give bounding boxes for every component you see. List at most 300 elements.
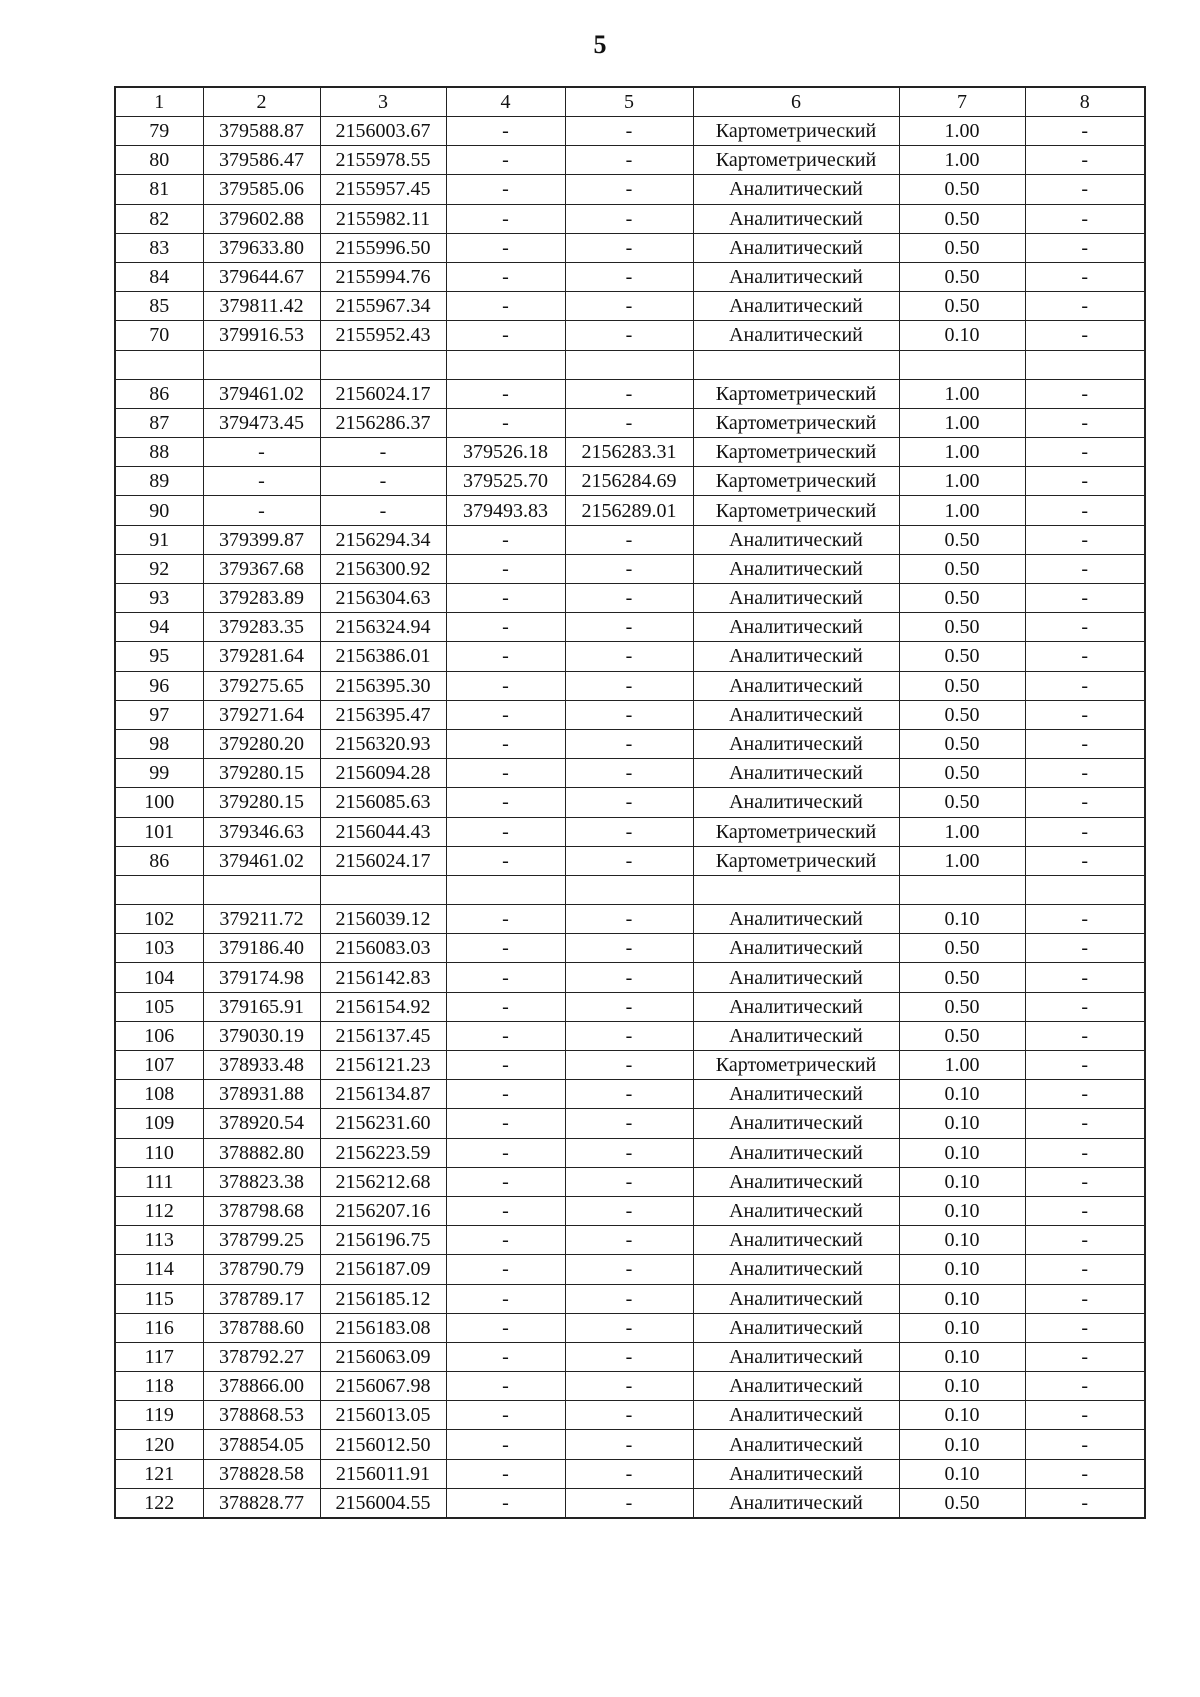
- note-cell: -: [1025, 963, 1145, 992]
- x-new-coordinate-cell: [446, 875, 565, 904]
- y-new-coordinate-cell: -: [565, 554, 693, 583]
- x-coordinate-cell: 379283.89: [203, 584, 320, 613]
- y-coordinate-cell: 2155957.45: [320, 175, 446, 204]
- x-new-coordinate-cell: -: [446, 613, 565, 642]
- point-number-cell: 82: [115, 204, 203, 233]
- y-coordinate-cell: -: [320, 467, 446, 496]
- note-cell: -: [1025, 1284, 1145, 1313]
- table-row: [115, 788, 1145, 817]
- accuracy-cell: 1.00: [899, 817, 1025, 846]
- y-coordinate-cell: 2156011.91: [320, 1459, 446, 1488]
- method-cell: Аналитический: [693, 1313, 899, 1342]
- y-coordinate-cell: 2156196.75: [320, 1226, 446, 1255]
- point-number-cell: 83: [115, 233, 203, 262]
- y-coordinate-cell: 2156304.63: [320, 584, 446, 613]
- table-row: [115, 292, 1145, 321]
- table-row: [115, 1430, 1145, 1459]
- note-cell: -: [1025, 525, 1145, 554]
- x-new-coordinate-cell: -: [446, 817, 565, 846]
- x-coordinate-cell: 378792.27: [203, 1342, 320, 1371]
- note-cell: -: [1025, 262, 1145, 291]
- note-cell: [1025, 875, 1145, 904]
- point-number-cell: 70: [115, 321, 203, 350]
- table-row: [115, 584, 1145, 613]
- accuracy-cell: 0.50: [899, 584, 1025, 613]
- table-row: [115, 1342, 1145, 1371]
- point-number-cell: 95: [115, 642, 203, 671]
- point-number-cell: 97: [115, 700, 203, 729]
- y-new-coordinate-cell: -: [565, 1284, 693, 1313]
- point-number-cell: 90: [115, 496, 203, 525]
- x-coordinate-cell: 378828.58: [203, 1459, 320, 1488]
- y-coordinate-cell: 2156004.55: [320, 1488, 446, 1518]
- x-coordinate-cell: 379275.65: [203, 671, 320, 700]
- method-cell: [693, 875, 899, 904]
- x-coordinate-cell: 379588.87: [203, 117, 320, 146]
- y-coordinate-cell: 2156044.43: [320, 817, 446, 846]
- x-new-coordinate-cell: 379525.70: [446, 467, 565, 496]
- column-header: 3: [320, 87, 446, 117]
- y-new-coordinate-cell: -: [565, 1372, 693, 1401]
- accuracy-cell: [899, 350, 1025, 379]
- table-row: [115, 408, 1145, 437]
- x-new-coordinate-cell: -: [446, 671, 565, 700]
- table-row: [115, 1109, 1145, 1138]
- x-coordinate-cell: 378799.25: [203, 1226, 320, 1255]
- table-row: [115, 613, 1145, 642]
- y-new-coordinate-cell: -: [565, 1167, 693, 1196]
- y-coordinate-cell: 2155952.43: [320, 321, 446, 350]
- accuracy-cell: 0.50: [899, 175, 1025, 204]
- point-number-cell: 93: [115, 584, 203, 613]
- y-new-coordinate-cell: -: [565, 759, 693, 788]
- y-new-coordinate-cell: -: [565, 262, 693, 291]
- note-cell: -: [1025, 204, 1145, 233]
- x-new-coordinate-cell: -: [446, 1051, 565, 1080]
- y-new-coordinate-cell: -: [565, 146, 693, 175]
- x-new-coordinate-cell: -: [446, 554, 565, 583]
- note-cell: -: [1025, 992, 1145, 1021]
- method-cell: Аналитический: [693, 525, 899, 554]
- point-number-cell: 84: [115, 262, 203, 291]
- y-new-coordinate-cell: -: [565, 379, 693, 408]
- y-coordinate-cell: [320, 350, 446, 379]
- note-cell: -: [1025, 1255, 1145, 1284]
- method-cell: Аналитический: [693, 1284, 899, 1313]
- accuracy-cell: 0.10: [899, 905, 1025, 934]
- method-cell: Аналитический: [693, 1021, 899, 1050]
- point-number-cell: 105: [115, 992, 203, 1021]
- point-number-cell: 117: [115, 1342, 203, 1371]
- x-coordinate-cell: 378789.17: [203, 1284, 320, 1313]
- y-new-coordinate-cell: -: [565, 204, 693, 233]
- table-row: [115, 1372, 1145, 1401]
- accuracy-cell: 0.10: [899, 1459, 1025, 1488]
- y-new-coordinate-cell: -: [565, 408, 693, 437]
- y-coordinate-cell: 2156085.63: [320, 788, 446, 817]
- y-new-coordinate-cell: -: [565, 788, 693, 817]
- x-new-coordinate-cell: -: [446, 1138, 565, 1167]
- accuracy-cell: 0.50: [899, 554, 1025, 583]
- x-new-coordinate-cell: -: [446, 204, 565, 233]
- table-row: [115, 963, 1145, 992]
- method-cell: Картометрический: [693, 846, 899, 875]
- table-row: [115, 992, 1145, 1021]
- note-cell: -: [1025, 846, 1145, 875]
- accuracy-cell: 0.50: [899, 963, 1025, 992]
- note-cell: -: [1025, 1051, 1145, 1080]
- note-cell: -: [1025, 934, 1145, 963]
- y-new-coordinate-cell: -: [565, 905, 693, 934]
- method-cell: Аналитический: [693, 671, 899, 700]
- x-coordinate-cell: 378920.54: [203, 1109, 320, 1138]
- accuracy-cell: 0.50: [899, 1488, 1025, 1518]
- accuracy-cell: 1.00: [899, 408, 1025, 437]
- point-number-cell: 102: [115, 905, 203, 934]
- y-new-coordinate-cell: -: [565, 1196, 693, 1225]
- x-coordinate-cell: 379030.19: [203, 1021, 320, 1050]
- y-new-coordinate-cell: -: [565, 1138, 693, 1167]
- x-coordinate-cell: 379280.15: [203, 759, 320, 788]
- y-coordinate-cell: 2156137.45: [320, 1021, 446, 1050]
- y-coordinate-cell: 2156386.01: [320, 642, 446, 671]
- point-number-cell: [115, 350, 203, 379]
- x-new-coordinate-cell: -: [446, 1021, 565, 1050]
- x-coordinate-cell: 379811.42: [203, 292, 320, 321]
- y-coordinate-cell: 2156063.09: [320, 1342, 446, 1371]
- accuracy-cell: 0.10: [899, 1342, 1025, 1371]
- note-cell: -: [1025, 554, 1145, 583]
- accuracy-cell: 0.50: [899, 642, 1025, 671]
- accuracy-cell: 0.50: [899, 992, 1025, 1021]
- method-cell: Аналитический: [693, 1459, 899, 1488]
- note-cell: -: [1025, 729, 1145, 758]
- point-number-cell: 96: [115, 671, 203, 700]
- point-number-cell: 113: [115, 1226, 203, 1255]
- x-coordinate-cell: 379585.06: [203, 175, 320, 204]
- column-header: 4: [446, 87, 565, 117]
- method-cell: Аналитический: [693, 1488, 899, 1518]
- point-number-cell: 120: [115, 1430, 203, 1459]
- table-row: [115, 875, 1145, 904]
- method-cell: Аналитический: [693, 788, 899, 817]
- note-cell: -: [1025, 467, 1145, 496]
- point-number-cell: 107: [115, 1051, 203, 1080]
- x-coordinate-cell: -: [203, 438, 320, 467]
- x-new-coordinate-cell: -: [446, 700, 565, 729]
- table-row: [115, 379, 1145, 408]
- method-cell: Картометрический: [693, 1051, 899, 1080]
- point-number-cell: 89: [115, 467, 203, 496]
- y-new-coordinate-cell: -: [565, 175, 693, 204]
- table-row: [115, 671, 1145, 700]
- x-coordinate-cell: 379186.40: [203, 934, 320, 963]
- point-number-cell: 100: [115, 788, 203, 817]
- method-cell: [693, 350, 899, 379]
- table-row: [115, 175, 1145, 204]
- y-new-coordinate-cell: -: [565, 1430, 693, 1459]
- note-cell: -: [1025, 1372, 1145, 1401]
- y-coordinate-cell: 2156134.87: [320, 1080, 446, 1109]
- accuracy-cell: 0.10: [899, 1284, 1025, 1313]
- y-new-coordinate-cell: -: [565, 934, 693, 963]
- table-row: [115, 1167, 1145, 1196]
- table-body: [115, 117, 1145, 1518]
- method-cell: Картометрический: [693, 496, 899, 525]
- x-new-coordinate-cell: -: [446, 321, 565, 350]
- method-cell: Аналитический: [693, 1196, 899, 1225]
- y-coordinate-cell: 2155967.34: [320, 292, 446, 321]
- point-number-cell: 81: [115, 175, 203, 204]
- y-coordinate-cell: 2156212.68: [320, 1167, 446, 1196]
- x-new-coordinate-cell: -: [446, 1167, 565, 1196]
- point-number-cell: 110: [115, 1138, 203, 1167]
- x-coordinate-cell: 379367.68: [203, 554, 320, 583]
- accuracy-cell: 0.50: [899, 1021, 1025, 1050]
- point-number-cell: 103: [115, 934, 203, 963]
- x-new-coordinate-cell: -: [446, 525, 565, 554]
- accuracy-cell: 1.00: [899, 467, 1025, 496]
- method-cell: Картометрический: [693, 117, 899, 146]
- y-coordinate-cell: -: [320, 496, 446, 525]
- x-coordinate-cell: 379586.47: [203, 146, 320, 175]
- note-cell: -: [1025, 759, 1145, 788]
- method-cell: Аналитический: [693, 905, 899, 934]
- table-row: [115, 1459, 1145, 1488]
- y-new-coordinate-cell: 2156284.69: [565, 467, 693, 496]
- y-new-coordinate-cell: -: [565, 1488, 693, 1518]
- point-number-cell: 118: [115, 1372, 203, 1401]
- accuracy-cell: 1.00: [899, 1051, 1025, 1080]
- note-cell: -: [1025, 905, 1145, 934]
- y-coordinate-cell: 2156395.30: [320, 671, 446, 700]
- x-new-coordinate-cell: -: [446, 233, 565, 262]
- accuracy-cell: 0.10: [899, 1167, 1025, 1196]
- note-cell: -: [1025, 1138, 1145, 1167]
- accuracy-cell: 0.10: [899, 1109, 1025, 1138]
- point-number-cell: 114: [115, 1255, 203, 1284]
- x-new-coordinate-cell: -: [446, 146, 565, 175]
- y-new-coordinate-cell: -: [565, 817, 693, 846]
- accuracy-cell: 0.50: [899, 671, 1025, 700]
- point-number-cell: 88: [115, 438, 203, 467]
- y-coordinate-cell: 2156320.93: [320, 729, 446, 758]
- method-cell: Аналитический: [693, 204, 899, 233]
- x-coordinate-cell: 379280.15: [203, 788, 320, 817]
- column-header: 6: [693, 87, 899, 117]
- table-row: [115, 1313, 1145, 1342]
- x-coordinate-cell: 379644.67: [203, 262, 320, 291]
- table-row: [115, 321, 1145, 350]
- note-cell: -: [1025, 408, 1145, 437]
- point-number-cell: 94: [115, 613, 203, 642]
- column-header: 5: [565, 87, 693, 117]
- y-coordinate-cell: 2156121.23: [320, 1051, 446, 1080]
- x-new-coordinate-cell: -: [446, 1255, 565, 1284]
- accuracy-cell: 0.10: [899, 1401, 1025, 1430]
- table-row: [115, 700, 1145, 729]
- y-new-coordinate-cell: -: [565, 117, 693, 146]
- x-coordinate-cell: 378882.80: [203, 1138, 320, 1167]
- y-new-coordinate-cell: -: [565, 846, 693, 875]
- x-new-coordinate-cell: -: [446, 963, 565, 992]
- method-cell: Аналитический: [693, 292, 899, 321]
- accuracy-cell: 1.00: [899, 438, 1025, 467]
- x-new-coordinate-cell: -: [446, 729, 565, 758]
- y-new-coordinate-cell: 2156283.31: [565, 438, 693, 467]
- note-cell: [1025, 350, 1145, 379]
- table-row: [115, 467, 1145, 496]
- page-number: 5: [593, 30, 607, 59]
- table-row: [115, 262, 1145, 291]
- table-row: [115, 905, 1145, 934]
- point-number-cell: 87: [115, 408, 203, 437]
- point-number-cell: 106: [115, 1021, 203, 1050]
- y-coordinate-cell: 2156187.09: [320, 1255, 446, 1284]
- point-number-cell: 112: [115, 1196, 203, 1225]
- x-coordinate-cell: 378798.68: [203, 1196, 320, 1225]
- method-cell: Аналитический: [693, 759, 899, 788]
- method-cell: Аналитический: [693, 1342, 899, 1371]
- note-cell: -: [1025, 1109, 1145, 1138]
- y-new-coordinate-cell: -: [565, 671, 693, 700]
- table-row: [115, 350, 1145, 379]
- x-coordinate-cell: 379280.20: [203, 729, 320, 758]
- x-coordinate-cell: 379281.64: [203, 642, 320, 671]
- method-cell: Картометрический: [693, 408, 899, 437]
- note-cell: -: [1025, 1313, 1145, 1342]
- note-cell: -: [1025, 146, 1145, 175]
- point-number-cell: [115, 875, 203, 904]
- table-row: [115, 642, 1145, 671]
- x-coordinate-cell: 378933.48: [203, 1051, 320, 1080]
- point-number-cell: 108: [115, 1080, 203, 1109]
- method-cell: Аналитический: [693, 1430, 899, 1459]
- method-cell: Аналитический: [693, 1255, 899, 1284]
- y-coordinate-cell: 2156183.08: [320, 1313, 446, 1342]
- table-row: [115, 525, 1145, 554]
- accuracy-cell: 1.00: [899, 146, 1025, 175]
- x-new-coordinate-cell: -: [446, 788, 565, 817]
- note-cell: -: [1025, 1342, 1145, 1371]
- accuracy-cell: 0.10: [899, 1430, 1025, 1459]
- note-cell: -: [1025, 1401, 1145, 1430]
- note-cell: -: [1025, 233, 1145, 262]
- y-coordinate-cell: 2156003.67: [320, 117, 446, 146]
- x-coordinate-cell: 379473.45: [203, 408, 320, 437]
- y-coordinate-cell: 2156286.37: [320, 408, 446, 437]
- accuracy-cell: 0.10: [899, 1372, 1025, 1401]
- y-coordinate-cell: 2155994.76: [320, 262, 446, 291]
- point-number-cell: 85: [115, 292, 203, 321]
- x-new-coordinate-cell: -: [446, 1313, 565, 1342]
- accuracy-cell: 0.10: [899, 1196, 1025, 1225]
- point-number-cell: 92: [115, 554, 203, 583]
- accuracy-cell: 0.10: [899, 1255, 1025, 1284]
- method-cell: Аналитический: [693, 1226, 899, 1255]
- y-new-coordinate-cell: -: [565, 1342, 693, 1371]
- method-cell: Картометрический: [693, 379, 899, 408]
- y-coordinate-cell: 2155978.55: [320, 146, 446, 175]
- x-coordinate-cell: 379174.98: [203, 963, 320, 992]
- y-coordinate-cell: 2156024.17: [320, 846, 446, 875]
- column-header: 2: [203, 87, 320, 117]
- y-coordinate-cell: 2156300.92: [320, 554, 446, 583]
- accuracy-cell: 0.50: [899, 204, 1025, 233]
- table-row: [115, 204, 1145, 233]
- accuracy-cell: 0.50: [899, 525, 1025, 554]
- y-coordinate-cell: 2156012.50: [320, 1430, 446, 1459]
- table-row: [115, 817, 1145, 846]
- y-coordinate-cell: 2156013.05: [320, 1401, 446, 1430]
- x-coordinate-cell: 378866.00: [203, 1372, 320, 1401]
- x-coordinate-cell: 379346.63: [203, 817, 320, 846]
- x-new-coordinate-cell: 379493.83: [446, 496, 565, 525]
- x-new-coordinate-cell: -: [446, 759, 565, 788]
- y-new-coordinate-cell: -: [565, 642, 693, 671]
- y-coordinate-cell: 2156142.83: [320, 963, 446, 992]
- accuracy-cell: [899, 875, 1025, 904]
- y-new-coordinate-cell: -: [565, 1255, 693, 1284]
- note-cell: -: [1025, 700, 1145, 729]
- point-number-cell: 79: [115, 117, 203, 146]
- x-coordinate-cell: 378931.88: [203, 1080, 320, 1109]
- note-cell: -: [1025, 1430, 1145, 1459]
- method-cell: Аналитический: [693, 1080, 899, 1109]
- x-coordinate-cell: 379461.02: [203, 846, 320, 875]
- table-row: [115, 1226, 1145, 1255]
- table-row: [115, 729, 1145, 758]
- y-new-coordinate-cell: -: [565, 1109, 693, 1138]
- x-coordinate-cell: 379461.02: [203, 379, 320, 408]
- note-cell: -: [1025, 1021, 1145, 1050]
- table-row: [115, 1401, 1145, 1430]
- y-new-coordinate-cell: -: [565, 525, 693, 554]
- x-new-coordinate-cell: -: [446, 846, 565, 875]
- table-row: [115, 1255, 1145, 1284]
- y-new-coordinate-cell: -: [565, 963, 693, 992]
- note-cell: -: [1025, 817, 1145, 846]
- y-new-coordinate-cell: -: [565, 292, 693, 321]
- table-row: [115, 233, 1145, 262]
- x-coordinate-cell: 379633.80: [203, 233, 320, 262]
- x-new-coordinate-cell: -: [446, 584, 565, 613]
- accuracy-cell: 0.10: [899, 1138, 1025, 1167]
- y-coordinate-cell: 2156094.28: [320, 759, 446, 788]
- accuracy-cell: 0.10: [899, 1080, 1025, 1109]
- x-coordinate-cell: 378828.77: [203, 1488, 320, 1518]
- x-coordinate-cell: 379165.91: [203, 992, 320, 1021]
- note-cell: -: [1025, 292, 1145, 321]
- point-number-cell: 99: [115, 759, 203, 788]
- x-coordinate-cell: 378788.60: [203, 1313, 320, 1342]
- y-coordinate-cell: 2156067.98: [320, 1372, 446, 1401]
- y-coordinate-cell: 2156039.12: [320, 905, 446, 934]
- method-cell: Аналитический: [693, 262, 899, 291]
- point-number-cell: 116: [115, 1313, 203, 1342]
- x-new-coordinate-cell: -: [446, 1488, 565, 1518]
- method-cell: Аналитический: [693, 934, 899, 963]
- x-new-coordinate-cell: -: [446, 642, 565, 671]
- accuracy-cell: 0.50: [899, 262, 1025, 291]
- note-cell: -: [1025, 642, 1145, 671]
- x-new-coordinate-cell: 379526.18: [446, 438, 565, 467]
- y-coordinate-cell: 2155982.11: [320, 204, 446, 233]
- method-cell: Картометрический: [693, 438, 899, 467]
- y-coordinate-cell: 2156395.47: [320, 700, 446, 729]
- table-row: [115, 438, 1145, 467]
- y-new-coordinate-cell: -: [565, 233, 693, 262]
